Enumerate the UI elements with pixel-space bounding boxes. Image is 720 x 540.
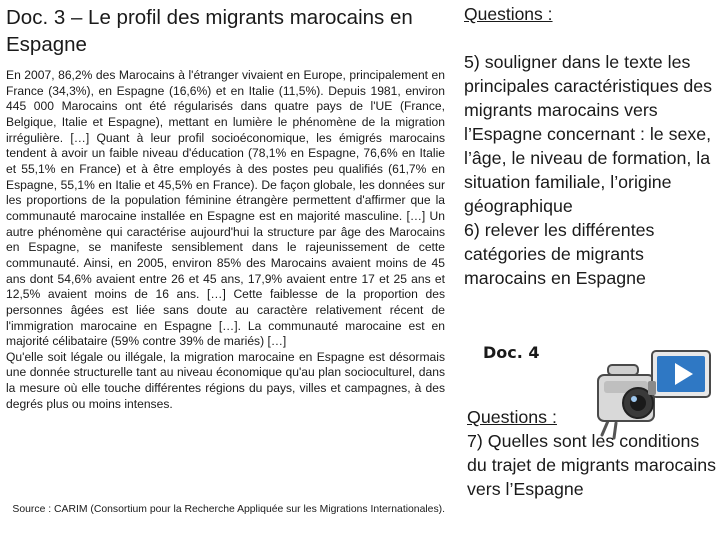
doc3-paragraph-1: En 2007, 86,2% des Marocains à l'étranger vivaient en Europe, principalement en France (34,3%), en Espagne (16,6%) et en Italie (11,5%). Depuis 1981, environ 445 000 Marocains ont été régularisés dans quatre pays de l'UE (France, Belgique, Italie et Espagne), mettant en lumière le phénomène de la migration irrégulière. […] Quant à leur profil socioéconomique, les émigrés marocains tendent à avoir un faible niveau d'éducation (78,1% en Espagne, 76,6% en Italie et 55,1% en France) et à être employés à des postes peu qualifiés (61,7% en Espagne, 55,1% en Italie et 45,5% en France). De façon globale, les données sur les proportions de la population féminine étrangère permettent d'affirmer que la communauté marocaine installée en Espagne est en majorité masculine. […] Un autre phénomène qui caractérise aujourd'hui la structure par âge des Marocains en Espagne, se manifeste sensiblement dans le rajeunissement de cette communauté. Ainsi, en 2005, environ 85% des Marocains avaient moins de 45 ans dont 54,6% avaient entre 26 et 45 ans, 17,9% avaient entre 17 et 25 ans et 12,5% avaient moins de 16 ans. […] Cette faiblesse de la proportion des personnes âgées est liée sans doute au caractère relativement récent de l'immigration marocaine en Espagne […]. La communauté marocaine est en majorité célibataire (59% contre 39% de mariés) […] [6,68,445,349]
doc3-source: Source : CARIM (Consortium pour la Recherche Appliquée sur les Migrations Internationales). [12,504,445,515]
question-7: 7) Quelles sont les conditions du trajet de migrants marocains vers l’Espagne [467,431,717,499]
question-5: 5) souligner dans le texte les principales caractéristiques des migrants marocains vers l’Espagne concernant : le sexe, l’âge, le niveau de formation, la situation familiale, l’origine géographique [464,52,713,216]
questions-heading-1: Questions : [464,4,553,24]
doc3-title: Doc. 3 – Le profil des migrants marocains en Espagne [6,6,413,56]
question-6: 6) relever les différentes catégories de migrants marocains en Espagne [464,220,655,288]
questions-block-2 [467,405,720,501]
questions-block-1 [464,3,720,25]
questions-list-1 [464,50,720,290]
questions-heading-2: Questions : [467,407,557,427]
doc4-label: Doc. 4 [483,343,540,362]
doc3-body [6,68,445,412]
doc3-paragraph-2: Qu'elle soit légale ou illégale, la migration marocaine en Espagne est désormais une donnée structurelle tant au niveau économique qu'au plan socioculturel, dans la mesure où elle touche différentes régions du pays, villes et campagnes, à des degrés plus ou moins intenses. [6,349,445,411]
